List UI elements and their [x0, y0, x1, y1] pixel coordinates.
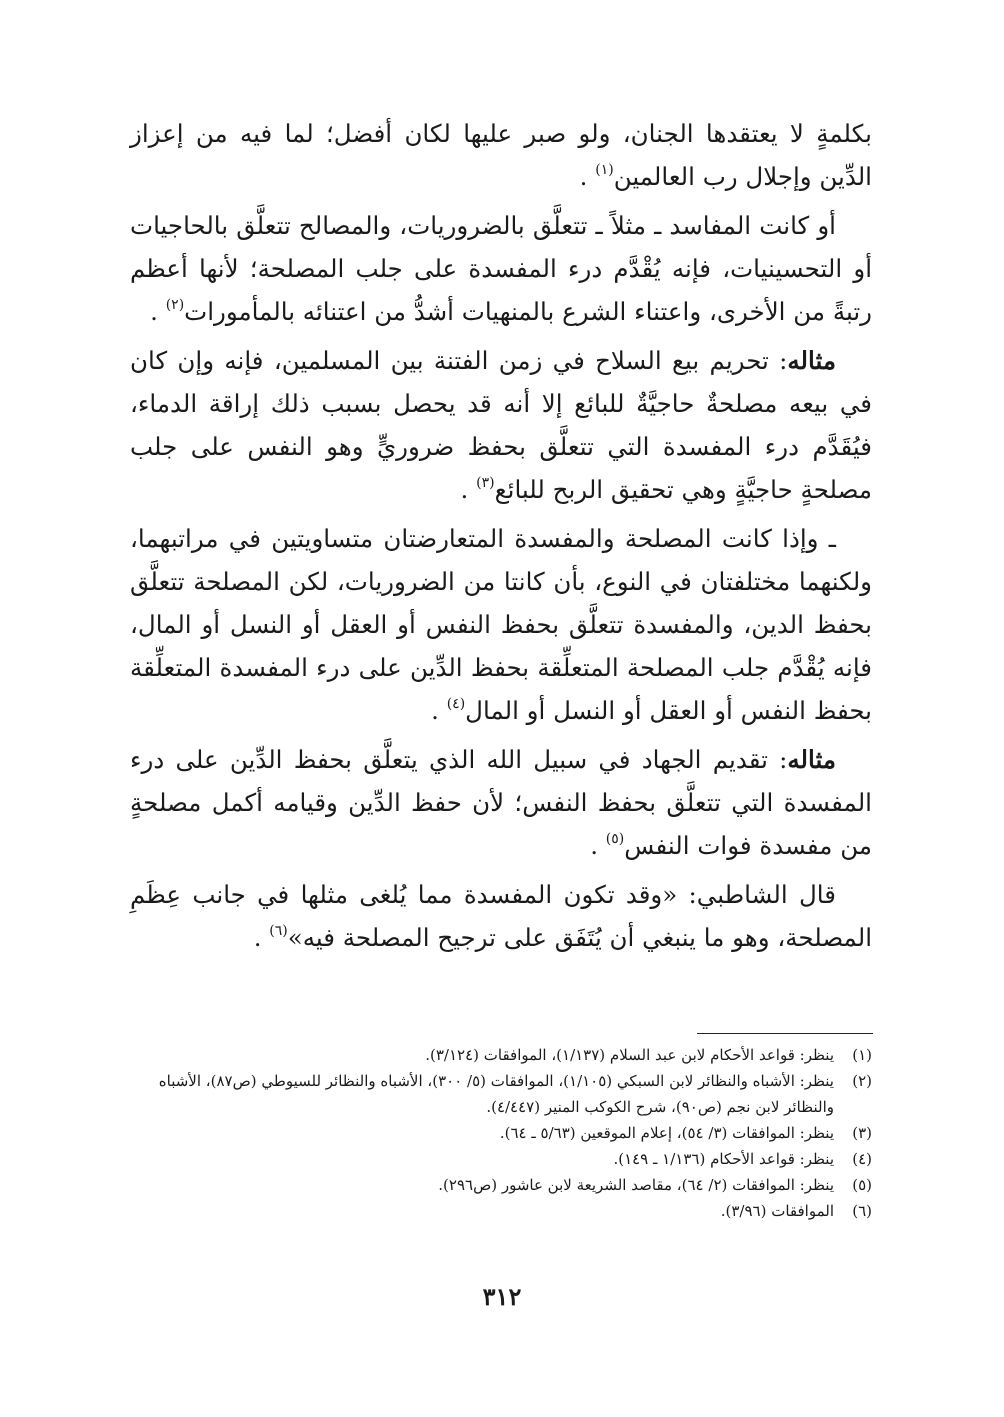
footnote-ref-4[interactable]: (٤) — [446, 696, 466, 712]
footnote-1: (١) ينظر: قواعد الأحكام لابن عبد السلام (١/١٣٧)، الموافقات (٣/١٢٤). — [425, 1046, 872, 1064]
footnote-4: (٤) ينظر: قواعد الأحكام (١/١٣٦ ـ ١٤٩). — [613, 1150, 872, 1168]
footnote-ref-3[interactable]: (٣) — [476, 475, 495, 491]
paragraph-2: أو كانت المفاسد ـ مثلاً ـ تتعلَّق بالضروريات، والمصالح تتعلَّق بالحاجيات أو التحسينيات، فإنه يُقْدَّم درء المفسدة على جلب المصلحة؛ لأنها أعظم رتبةً من الأخرى، واعتناء الشرع بالمنهيات أشدُّ من اعتنائه بالمأمورات$^{(٢)}$ . — [130, 211, 872, 326]
footnote-3: (٣) ينظر: الموافقات (٣/ ٥٤)، إعلام الموقعين (٥/٦٣ ـ ٦٤). — [499, 1124, 872, 1142]
example-label: مثاله — [787, 745, 836, 774]
page-number: ٣١٢ — [482, 1282, 522, 1311]
footnote-2: (٢) ينظر: الأشباه والنظائر لابن السبكي (١/١٠٥)، الموافقات (٥/ ٣٠٠)، الأشباه والنظائر للسيوطي (ص٨٧)، الأشباه والنظائر لابن نجم (ص٩٠)، شرح الكوكب المنير (٤/٤٤٧). — [158, 1072, 872, 1116]
footnote-ref-5[interactable]: (٥) — [605, 831, 625, 847]
main-text — [130, 112, 872, 965]
paragraph-4: ـ وإذا كانت المصلحة والمفسدة المتعارضتان متساويتين في مراتبهما، ولكنهما مختلفتان في النوع، بأن كانتا من الضروريات، لكن المصلحة تتعلَّق بحفظ الدين، والمفسدة تتعلَّق بحفظ النفس أو العقل أو النسل أو المال، فإنه يُقْدَّم جلب المصلحة المتعلِّقة بحفظ الدِّين على درء المفسدة المتعلِّقة بحفظ النفس أو العقل أو النسل أو المال$^{(٤)}$ . — [130, 524, 872, 725]
footnote-ref-1[interactable]: (١) — [595, 162, 614, 178]
footnotes — [130, 1042, 872, 1224]
paragraph-5: مثاله: تقديم الجهاد في سبيل الله الذي يتعلَّق بحفظ الدِّين على درء المفسدة التي تتعلَّق بحفظ النفس؛ لأن حفظ الدِّين وقيامه أكمل مصلحةٍ من مفسدة فوات النفس$^{(٥)}$ . — [130, 745, 872, 860]
footnote-divider — [697, 1033, 873, 1034]
paragraph-6: قال الشاطبي: «وقد تكون المفسدة مما يُلغى مثلها في جانب عِظَمِ المصلحة، وهو ما ينبغي أن يُتَفَق على ترجيح المصلحة فيه»$^{(٦)}$ . — [130, 880, 872, 952]
footnote-5: (٥) ينظر: الموافقات (٢/ ٦٤)، مقاصد الشريعة لابن عاشور (ص٢٩٦). — [438, 1176, 872, 1194]
example-label: مثاله — [787, 346, 836, 375]
paragraph-3: مثاله: تحريم بيع السلاح في زمن الفتنة بين المسلمين، فإنه وإن كان في بيعه مصلحةٌ حاجيَّةٌ للبائع إلا أنه قد يحصل بسبب ذلك إراقة الدماء، فيُقَدَّم درء المفسدة التي تتعلَّق بحفظ ضروريٍّ وهو النفس على جلب مصلحةٍ حاجيَّةٍ وهي تحقيق الربح للبائع$^{(٣)}$ . — [130, 346, 872, 504]
footnote-ref-2[interactable]: (٢) — [165, 297, 185, 313]
footnote-6: (٦) الموافقات (٣/٩٦). — [720, 1202, 872, 1220]
footnote-ref-6[interactable]: (٦) — [269, 923, 288, 939]
paragraph-1: بكلمةٍ لا يعتقدها الجنان، ولو صبر عليها لكان أفضل؛ لما فيه من إعزاز الدِّين وإجلال رب العالمين$^{(١)}$ . — [130, 119, 872, 191]
